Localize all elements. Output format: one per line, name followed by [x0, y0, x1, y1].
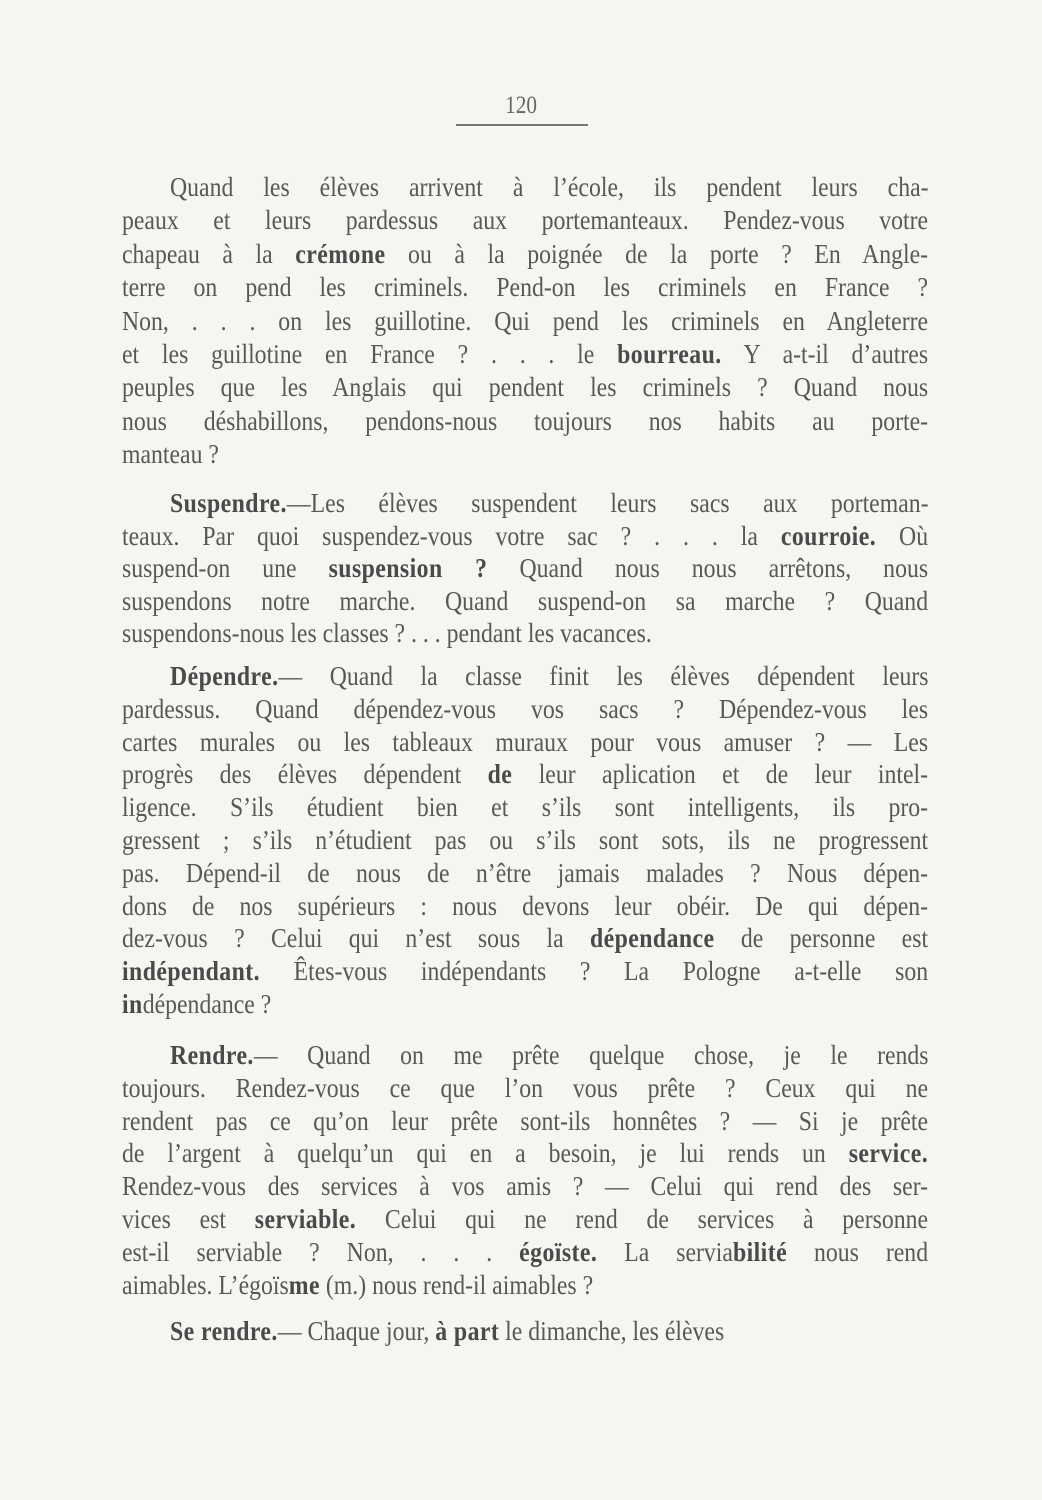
text-line	[122, 757, 928, 791]
page-number: 120	[505, 92, 537, 119]
text-segment: progrès des élèves dépendent	[122, 759, 488, 790]
bold-term: égoïste.	[519, 1236, 598, 1267]
text-segment: suspendons-nous les classes ? . . . pendant les vacances.	[122, 618, 652, 649]
text-line	[122, 921, 928, 955]
bold-term: service.	[848, 1138, 929, 1169]
text-line	[122, 790, 928, 824]
bold-term: à part	[435, 1316, 500, 1346]
text-line	[170, 170, 929, 204]
text-segment: vices est	[122, 1204, 255, 1234]
text-line	[122, 551, 928, 585]
text-segment: teaux. Par quoi suspendez-vous votre sac ? . . . la	[122, 520, 781, 551]
text-segment: Quand les élèves arrivent à l’école, ils pendent leurs cha-	[170, 172, 929, 202]
text-segment: est-il serviable ? Non, . . .	[122, 1236, 520, 1267]
text-line	[122, 1268, 928, 1302]
text-line	[122, 692, 928, 726]
text-line	[122, 954, 928, 988]
text-segment: chapeau à la	[122, 238, 296, 269]
text-line	[122, 519, 928, 553]
text-segment: ligence. S’ils étudient bien et s’ils sont intelligents, ils pro-	[122, 792, 929, 823]
bold-term: suspension ?	[328, 553, 488, 584]
text-segment: nous rend	[787, 1236, 929, 1267]
text-line	[122, 1235, 928, 1269]
bold-term: bourreau.	[617, 339, 722, 369]
text-segment: (m.) nous rend-il aimables ?	[319, 1269, 594, 1300]
text-line	[122, 304, 928, 338]
text-segment: terre on pend les criminels. Pend-on les criminels en France ?	[122, 272, 929, 303]
text-segment: gressent ; s’ils n’étudient pas ou s’ils sont sots, ils ne progressent	[122, 825, 929, 855]
text-segment: —Les élèves suspendent leurs sacs aux porteman-	[286, 488, 929, 518]
text-line	[170, 659, 929, 693]
bold-term: bilité	[732, 1236, 788, 1267]
text-segment: rendent pas ce qu’on leur prête sont-ils honnêtes ? — Si je prête	[122, 1105, 929, 1136]
bold-term: serviable.	[254, 1204, 357, 1234]
text-segment: peaux et leurs pardessus aux portemanteaux. Pendez-vous votre	[122, 205, 929, 236]
text-line	[122, 1136, 928, 1170]
text-segment: ou à la poignée de la porte ? En Angle-	[385, 238, 929, 269]
bold-term: Suspendre.	[170, 488, 287, 518]
text-segment: toujours. Rendez-vous ce que l’on vous prête ? Ceux qui ne	[122, 1072, 929, 1103]
text-line	[122, 1202, 928, 1236]
bold-term: Dépendre.	[170, 661, 279, 691]
text-line	[122, 203, 928, 237]
bold-term: Se rendre.	[170, 1316, 278, 1346]
text-segment: dépendance ?	[142, 989, 272, 1019]
text-segment: peuples que les Anglais qui pendent les criminels ? Quand nous	[122, 372, 929, 403]
text-line	[122, 856, 928, 890]
text-segment: Rendez-vous des services à vos amis ? — Celui qui rend des ser-	[122, 1171, 929, 1202]
text-line	[122, 1104, 928, 1138]
bold-term: courroie.	[780, 520, 877, 551]
text-segment: Êtes-vous indépendants ? La Pologne a-t-elle son	[259, 956, 929, 987]
text-line	[122, 987, 928, 1021]
text-line	[122, 337, 928, 371]
text-segment: le dimanche, les élèves	[499, 1316, 725, 1346]
text-segment: Où	[876, 520, 929, 551]
text-line	[122, 404, 928, 438]
text-segment: Celui qui ne rend de services à personne	[356, 1204, 929, 1234]
bold-term: dépendance	[589, 923, 715, 954]
text-segment: nous déshabillons, pendons-nous toujours nos habits au porte-	[122, 405, 929, 436]
text-segment: cartes murales ou les tableaux muraux pour vous amuser ? — Les	[122, 726, 929, 757]
text-line	[170, 1314, 929, 1348]
text-line	[122, 237, 928, 271]
text-segment: aimables. L’égoïs	[122, 1269, 289, 1300]
text-segment: pas. Dépend-il de nous de n’être jamais malades ? Nous dépen-	[122, 857, 929, 888]
text-line	[170, 486, 929, 520]
bold-term: de	[487, 759, 513, 790]
text-segment: de personne est	[714, 923, 929, 954]
text-segment: de l’argent à quelqu’un qui en a besoin, je lui rends un	[122, 1138, 849, 1169]
text-line	[170, 1038, 929, 1072]
text-segment: dons de nos supérieurs : nous devons leur obéir. De qui dépen-	[122, 890, 929, 921]
text-segment: Non, . . . on les guillotine. Qui pend les criminels en Angleterre	[122, 305, 929, 336]
bold-term: Rendre.	[170, 1040, 254, 1070]
bold-term: indépendant.	[122, 956, 260, 987]
text-segment: — Chaque jour,	[277, 1316, 436, 1346]
text-line	[122, 616, 928, 650]
page-number-rule	[456, 124, 588, 126]
bold-term: crémone	[295, 238, 386, 269]
text-segment: suspendons notre marche. Quand suspend-on sa marche ? Quand	[122, 585, 929, 616]
text-line	[122, 889, 928, 923]
text-line	[122, 270, 928, 304]
bold-term: me	[288, 1269, 320, 1300]
text-segment: — Quand la classe finit les élèves dépendent leurs	[278, 661, 929, 691]
bold-term: in	[122, 989, 143, 1019]
text-segment: leur aplication et de leur intel-	[512, 759, 929, 790]
text-line	[122, 370, 928, 404]
text-line	[122, 823, 928, 857]
text-line	[122, 1169, 928, 1203]
text-line	[122, 584, 928, 618]
text-segment: pardessus. Quand dépendez-vous vos sacs ? Dépendez-vous les	[122, 693, 929, 724]
text-line	[122, 437, 928, 471]
text-segment: La servia	[597, 1236, 733, 1267]
text-line	[122, 1071, 928, 1105]
text-segment: Y a-t-il d’autres	[721, 339, 929, 369]
text-line	[122, 725, 928, 759]
text-segment: dez-vous ? Celui qui n’est sous la	[122, 923, 590, 954]
text-segment: manteau ?	[122, 439, 219, 470]
text-segment: suspend-on une	[122, 553, 329, 584]
text-segment: Quand nous nous arrêtons, nous	[487, 553, 929, 584]
text-segment: et les guillotine en France ? . . . le	[122, 339, 618, 369]
text-segment: — Quand on me prête quelque chose, je le rends	[253, 1040, 929, 1070]
